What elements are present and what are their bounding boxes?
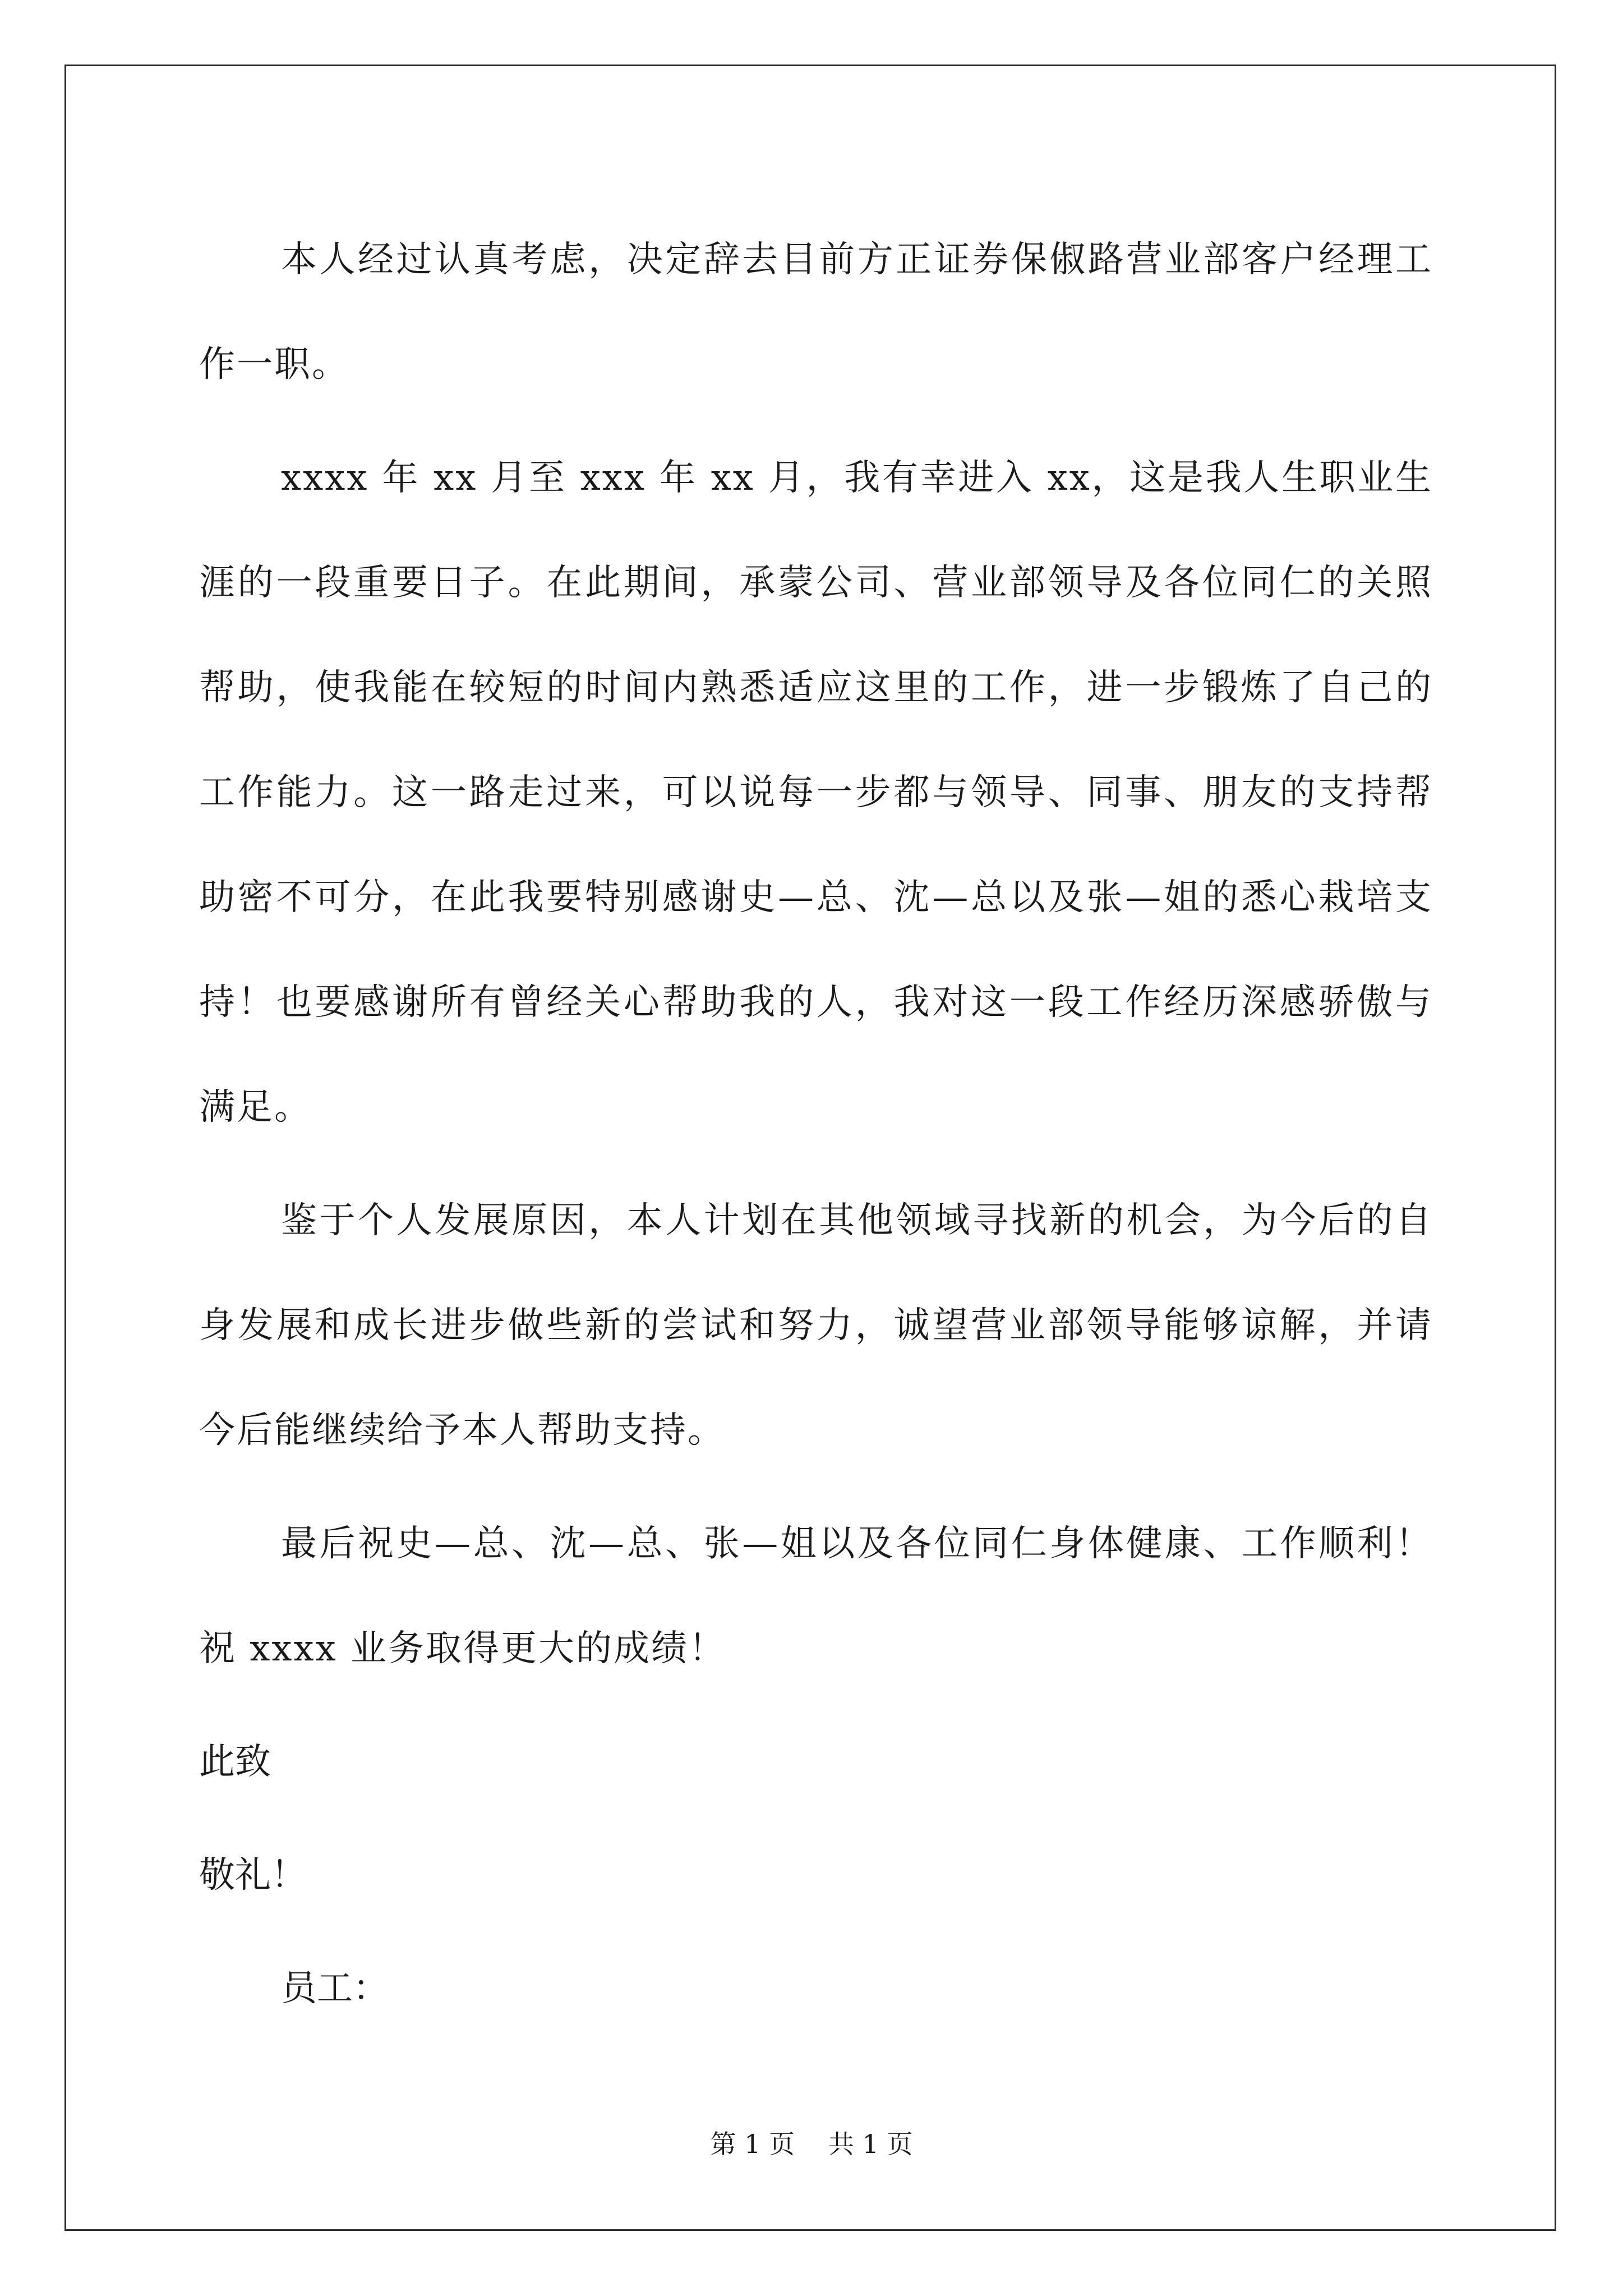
- page-footer: [0, 2127, 1623, 2161]
- paragraph-resignation-statement: 本人经过认真考虑，决定辞去目前方正证券保俶路营业部客户经理工作一职。: [199, 239, 1433, 385]
- closing-regards: 敬礼！: [199, 1855, 307, 1896]
- paragraph-reason: 鉴于个人发展原因，本人计划在其他领域寻找新的机会，为今后的自身发展和成长进步做些新的尝试和努力，诚望营业部领导能够谅解，并请今后能继续给予本人帮助支持。: [199, 1200, 1433, 1451]
- closing-salutation: 此致: [199, 1741, 271, 1783]
- paragraph-wishes: 最后祝史—总、沈—总、张—姐以及各位同仁身体健康、工作顺利！祝 xxxx 业务取得更大的成绩！: [199, 1523, 1433, 1669]
- signature-label: 员工：: [281, 1968, 389, 2009]
- paragraph-gratitude: xxxx 年 xx 月至 xxx 年 xx 月，我有幸进入 xx，这是我人生职业生涯的一段重要日子。在此期间，承蒙公司、营业部领导及各位同仁的关照帮助，使我能在较短的时间内熟悉适应这里的工作，进一步锻炼了自己的工作能力。这一路走过来，可以说每一步都与领导、同事、朋友的支持帮助密不可分，在此我要特别感谢史—总、沈—总以及张—姐的悉心栽培支持！也要感谢所有曾经关心帮助我的人，我对这一段工作经历深感骄傲与满足。: [199, 457, 1433, 1128]
- letter-body: [199, 208, 1433, 2041]
- page-number-total: 共 1 页: [828, 2129, 913, 2159]
- page-number-current: 第 1 页: [710, 2129, 795, 2159]
